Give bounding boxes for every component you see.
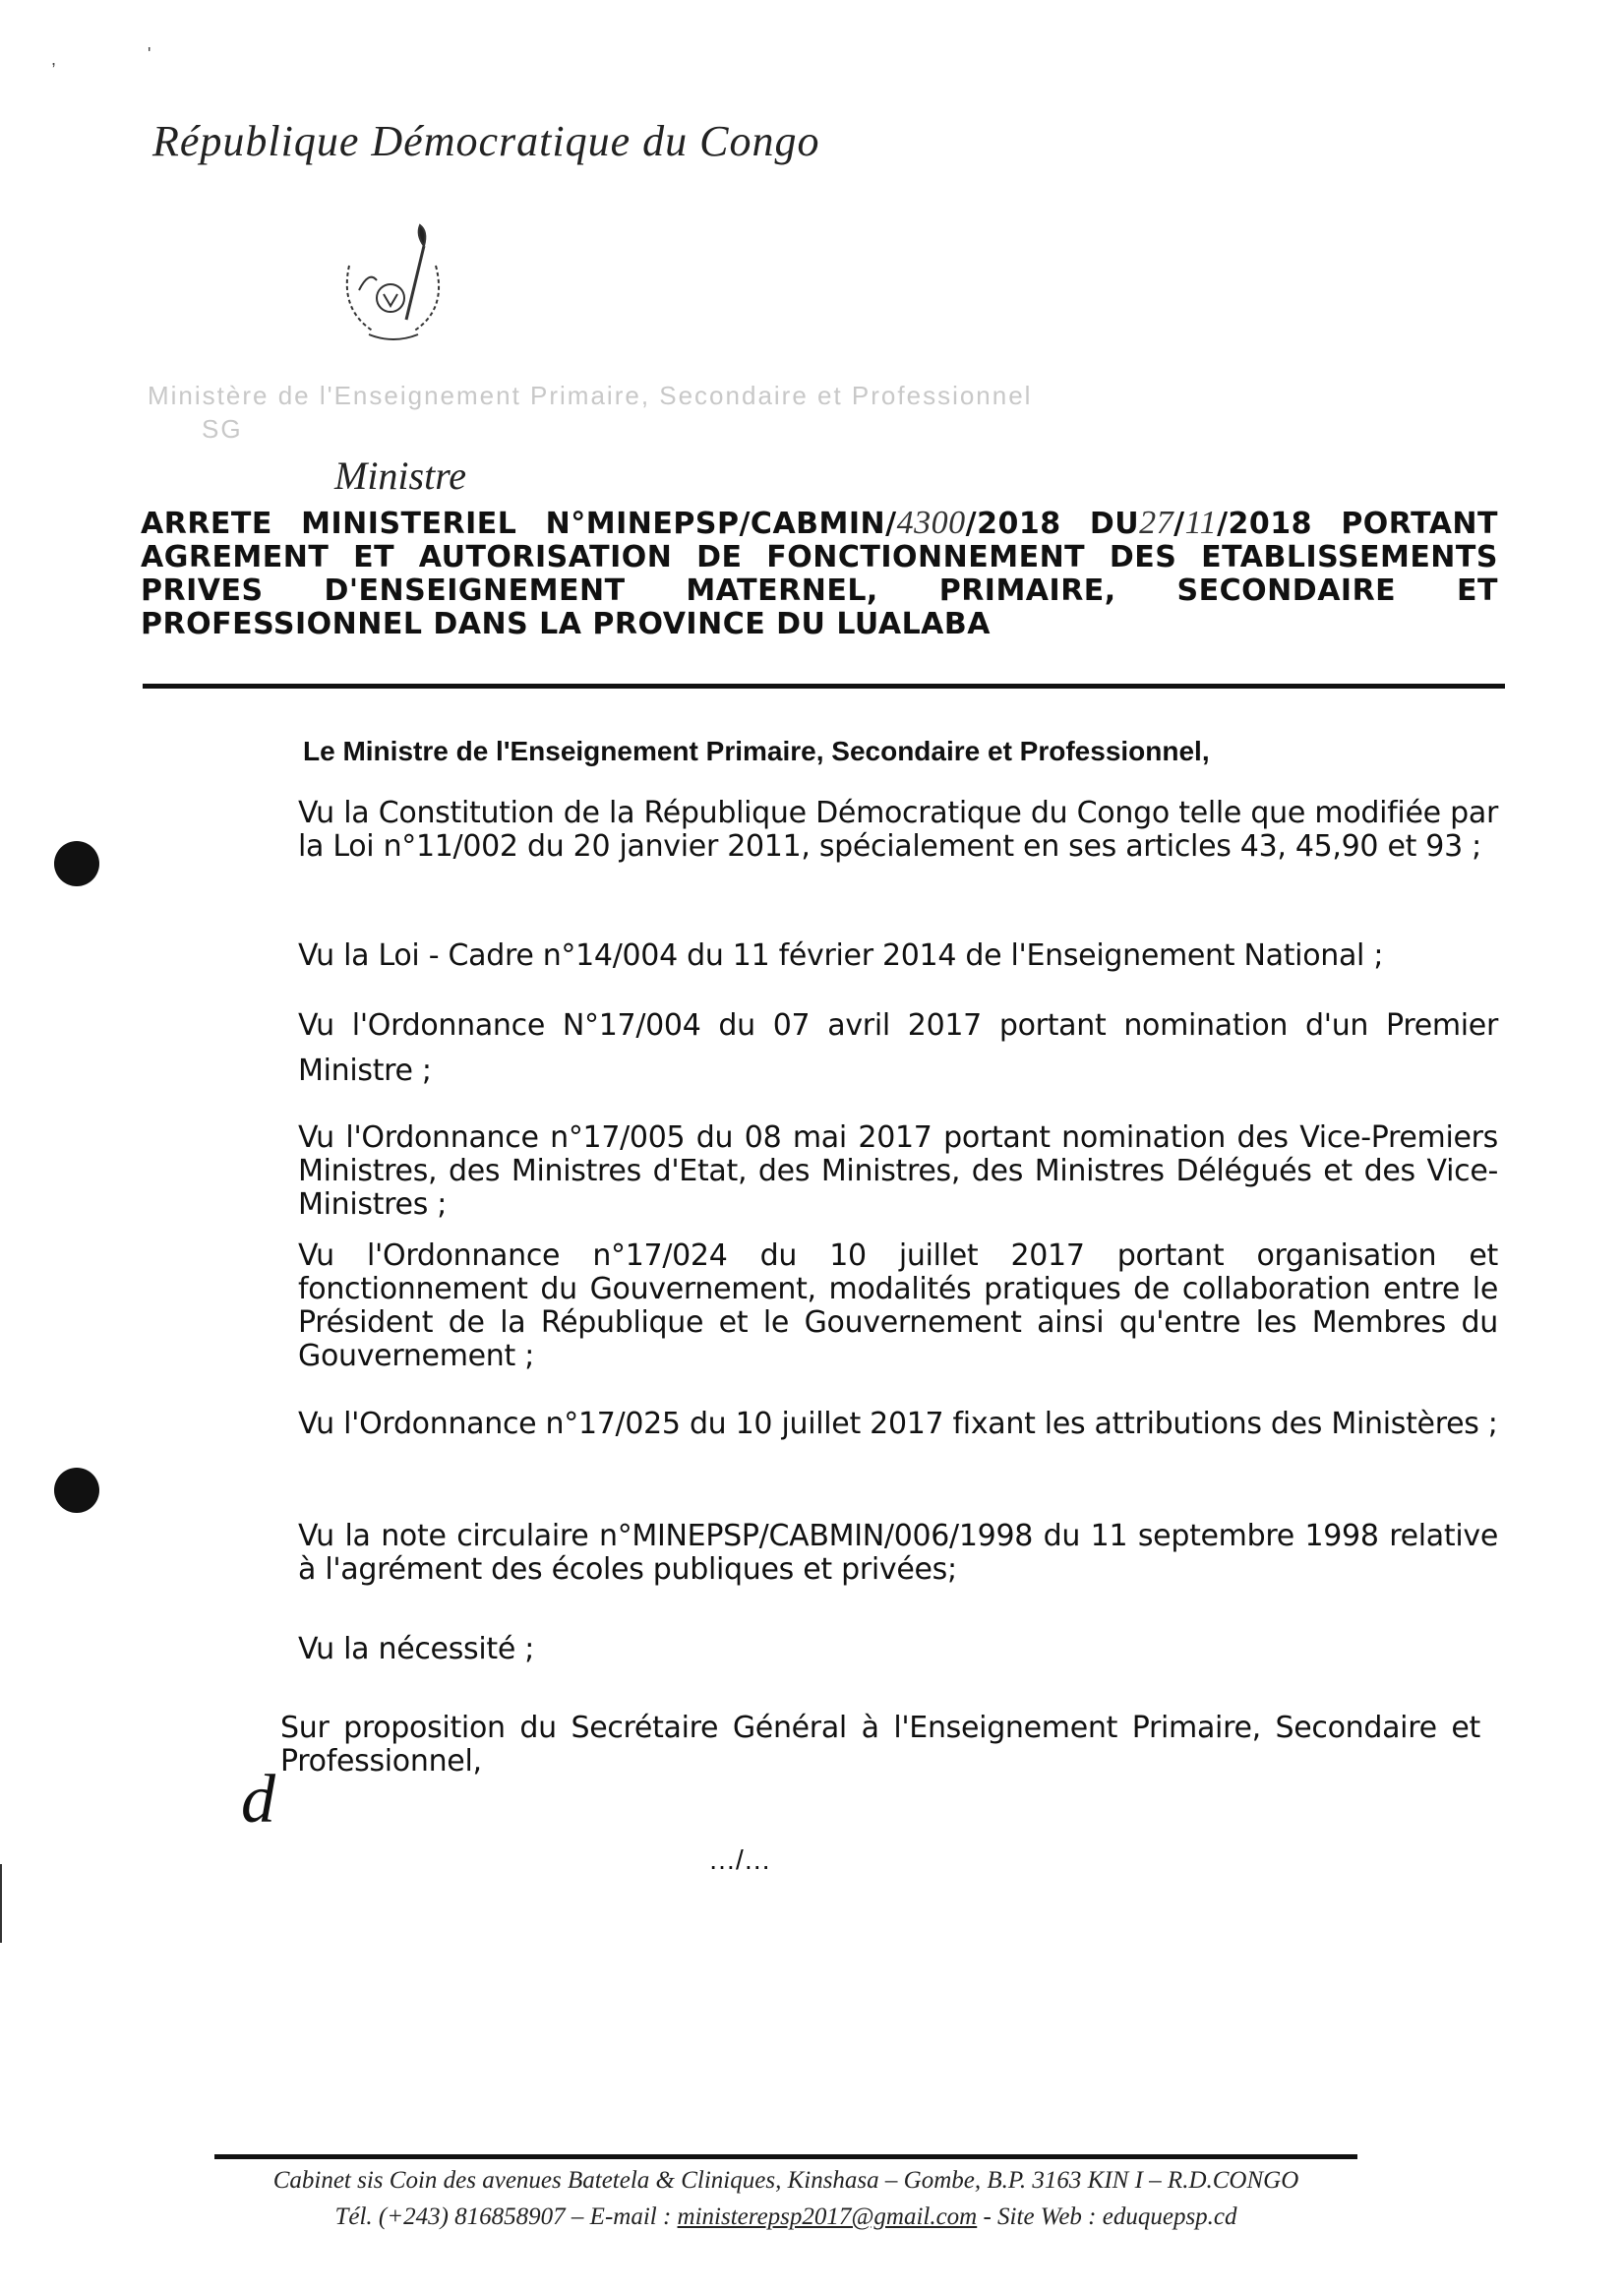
punch-hole-2 bbox=[54, 1468, 99, 1513]
footer-divider bbox=[214, 2154, 1357, 2159]
paragraph-ordonnance-premier-ministre: Vu l'Ordonnance N°17/004 du 07 avril 2017 portant nomination d'un Premier Ministre ; bbox=[298, 1008, 1498, 1088]
paragraph-constitution: Vu la Constitution de la République Démocratique du Congo telle que modifiée par la Loi n°11/002 du 20 janvier 2011, spécialement en ses articles 43, 45,90 et 93 ; bbox=[298, 796, 1498, 864]
corner-mark-right: ' bbox=[148, 44, 151, 64]
minister-line: Le Ministre de l'Enseignement Primaire, Secondaire et Professionnel, bbox=[303, 736, 1210, 766]
decree-day-handwritten: 27 bbox=[1139, 505, 1174, 541]
paragraph-loi-cadre: Vu la Loi - Cadre n°14/004 du 11 février 2014 de l'Enseignement National ; bbox=[298, 938, 1384, 973]
paragraph-necessite: Vu la nécessité ; bbox=[298, 1632, 535, 1666]
faded-ministry-heading: Ministère de l'Enseignement Primaire, Secondaire et Professionnel SG bbox=[148, 381, 1033, 444]
coat-of-arms-emblem bbox=[330, 221, 457, 349]
footer-address: Cabinet sis Coin des avenues Batetela & Cliniques, Kinshasa – Gombe, B.P. 3163 KIN I – R.D.CONGO bbox=[272, 2167, 1299, 2194]
footer-email: ministerepsp2017@gmail.com bbox=[677, 2203, 978, 2230]
ministre-heading: Ministre bbox=[334, 453, 467, 498]
footer-contact: Tél. (+243) 816858907 – E-mail : ministerepsp2017@gmail.com - Site Web : eduquepsp.cd bbox=[334, 2203, 1237, 2230]
country-header: République Démocratique du Congo bbox=[152, 117, 820, 165]
paragraph-ordonnance-ministeres: Vu l'Ordonnance n°17/025 du 10 juillet 2017 fixant les attributions des Ministères ; bbox=[298, 1407, 1498, 1441]
paragraph-ordonnance-gouvernement: Vu l'Ordonnance n°17/024 du 10 juillet 2017 portant organisation et fonctionnement du Gouvernement, modalités pratiques de collaboration entre le Président de la République et le Gouvernement ainsi qu'entre les Membres du Gouvernement ; bbox=[298, 1238, 1498, 1373]
paragraph-note-circulaire: Vu la note circulaire n°MINEPSP/CABMIN/006/1998 du 11 septembre 1998 relative à l'agrément des écoles publiques et privées; bbox=[298, 1519, 1498, 1587]
scan-edge-mark bbox=[0, 1864, 2, 1943]
decree-title: ARRETE MINISTERIEL N°MINEPSP/CABMIN/4300/2018 DU27/11/2018 PORTANT AGREMENT ET AUTORISATION DE FONCTIONNEMENT DES ETABLISSEMENTS PRIVES D'ENSEIGNEMENT MATERNEL, PRIMAIRE, SECONDAIRE ET PROFESSIONNEL DANS LA PROVINCE DU LUALABA bbox=[141, 505, 1498, 641]
continued-marker: …/… bbox=[708, 1844, 771, 1875]
paragraph-proposition: Sur proposition du Secrétaire Général à l'Enseignement Primaire, Secondaire et Professionnel, bbox=[280, 1711, 1480, 1779]
handwritten-initial: d bbox=[241, 1762, 275, 1838]
corner-mark-left: , bbox=[51, 49, 57, 69]
punch-hole-1 bbox=[54, 841, 99, 886]
decree-month-handwritten: 11 bbox=[1184, 505, 1218, 541]
decree-number-handwritten: 4300 bbox=[896, 505, 966, 541]
title-divider bbox=[143, 684, 1505, 689]
paragraph-ordonnance-vice-premiers: Vu l'Ordonnance n°17/005 du 08 mai 2017 portant nomination des Vice-Premiers Ministres, des Ministres d'Etat, des Ministres, des Ministres Délégués et des Vice-Ministres ; bbox=[298, 1120, 1498, 1222]
